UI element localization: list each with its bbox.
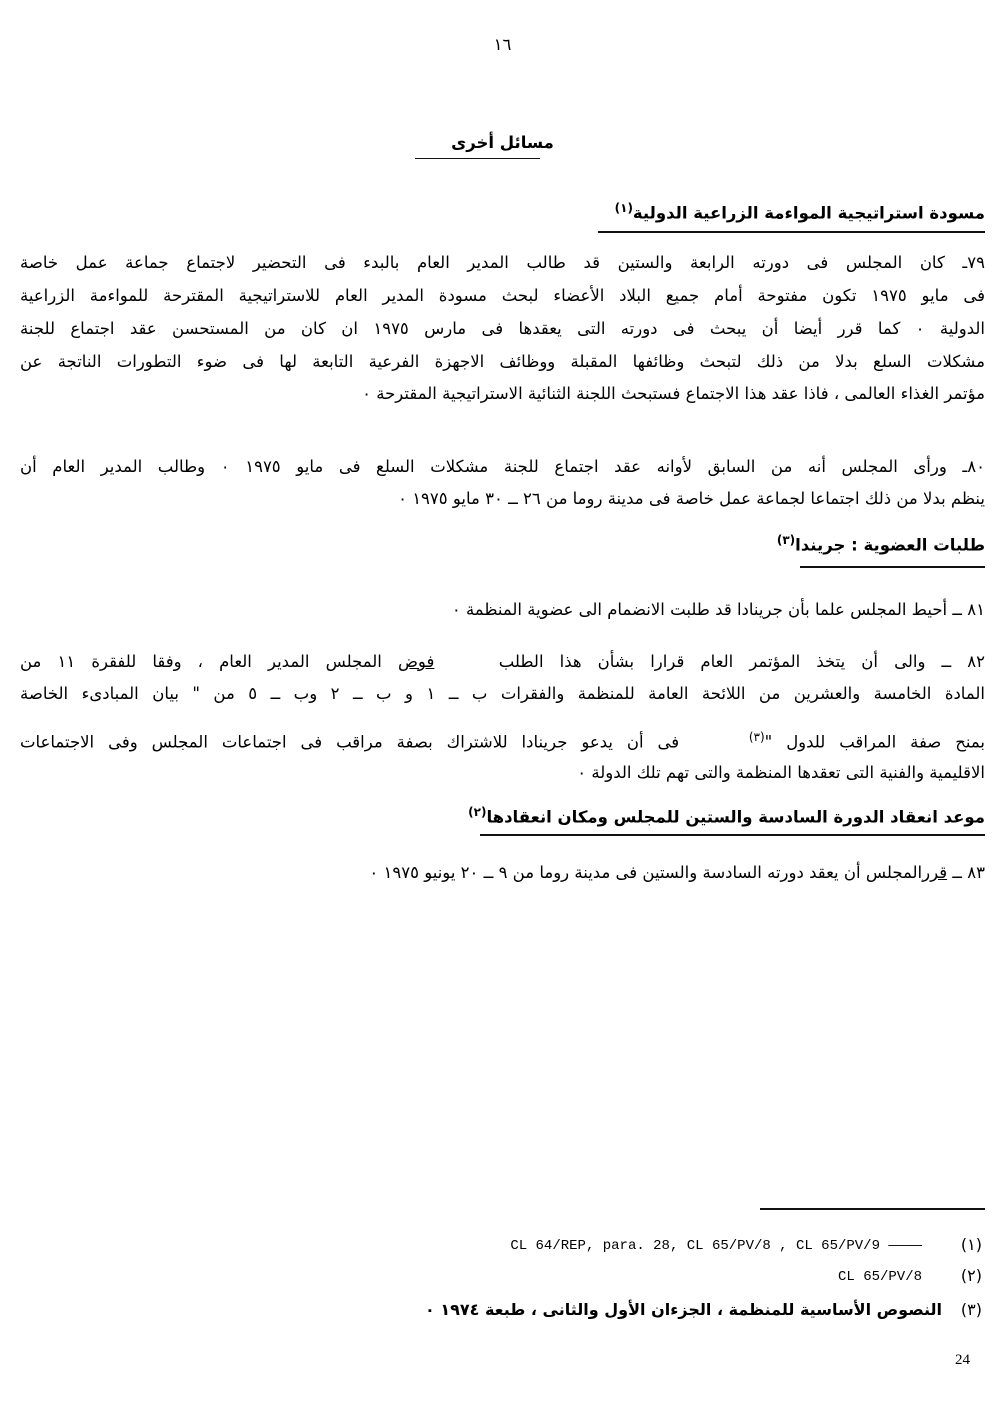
heading-membership <box>20 528 985 558</box>
paragraph-81: ٨١ ــ أحيط المجلس علما بأن جرينادا قد طلبت الانضمام الى عضوية المنظمة ٠ <box>451 600 985 619</box>
text-span: بمنح صفة المراقب للدول " <box>764 732 985 752</box>
heading-strategy <box>20 196 985 226</box>
text-span: ٨٢ ــ والى أن يتخذ المؤتمر العام قرارا بشأن هذا الطلب <box>498 652 985 671</box>
text-line: مشكلات السلع بدلا من ذلك لتبحث وظائفها المقبلة ووظائف الاجهزة الفرعية التابعة لها فى ضوء التطورات الناتجة عن <box>20 352 985 371</box>
text-line: ٧٩ـ كان المجلس فى دورته الرابعة والستين قد طالب المدير العام بالبدء فى التحضير لاجتماع جماعة عمل خاصة <box>20 253 985 272</box>
text-line: الدولية ٠ كما قرر أيضا أن يبحث فى دورته التى يعقدها فى مارس ١٩٧٥ ان كان من المستحسن عقد اجتماع للجنة <box>20 319 985 338</box>
text-line: المادة الخامسة والعشرين من اللائحة العامة للمنظمة والفقرات ب ــ ١ و ب ــ ٢ وب ــ ٥ من " بيان المبادىء الخاصة <box>20 684 985 703</box>
footnote-ref: (٣) <box>776 533 796 547</box>
footnote-ref: (٢) <box>468 805 487 819</box>
heading-text: مسودة استراتيجية المواءمة الزراعية الدولية <box>632 203 985 223</box>
title-underline <box>415 158 540 159</box>
section-title: مسائل أخرى <box>451 133 554 152</box>
heading-text: طلبات العضوية : جريندا <box>795 535 985 555</box>
text-line: ينظم بدلا من ذلك اجتماعا لجماعة عمل خاصة فى مدينة روما من ٢٦ ــ ٣٠ مايو ١٩٧٥ ٠ <box>398 489 985 508</box>
underlined-word: قرر <box>922 863 948 882</box>
text-span: ٨٣ ــ <box>947 863 985 882</box>
heading-underline <box>480 834 985 836</box>
text-line <box>20 725 985 755</box>
footnote-ref: (٣) <box>748 730 765 744</box>
text-line: فى مايو ١٩٧٥ تكون مفتوحة أمام جميع البلاد الأعضاء لبحث مسودة المدير العام للاستراتيجية المقترحة للمواءمة الزراعية <box>20 286 985 305</box>
text-span: المجلس المدير العام ، وفقا للفقرة ١١ من <box>20 652 382 671</box>
footnote-number: (٢) <box>960 1266 982 1285</box>
footnote-text: النصوص الأساسية للمنظمة ، الجزءان الأول والثانى ، طبعة ١٩٧٤ ٠ <box>425 1300 942 1319</box>
footnote-ref: (١) <box>614 201 633 215</box>
footnote-separator <box>760 1208 985 1210</box>
heading-session <box>20 800 985 830</box>
footnote-text: CL 64/REP, para. 28, CL 65/PV/8 , CL 65/PV/9 ———— <box>510 1238 922 1254</box>
footnote-number: (١) <box>960 1235 982 1254</box>
heading-text: موعد انعقاد الدورة السادسة والستين للمجلس ومكان انعقادها <box>486 807 985 827</box>
footnote-number: (٣) <box>960 1300 982 1319</box>
heading-underline <box>800 566 985 568</box>
footnote-text: CL 65/PV/8 <box>837 1269 922 1285</box>
text-line: الاقليمية والفنية التى تعقدها المنظمة والتى تهم تلك الدولة ٠ <box>577 763 985 782</box>
text-line <box>20 650 985 674</box>
text-line: مؤتمر الغذاء العالمى ، فاذا عقد هذا الاجتماع فستبحث اللجنة الثنائية الاستراتيجية المقترحة ٠ <box>362 384 985 403</box>
heading-underline <box>598 231 985 233</box>
text-span: فى أن يدعو جرينادا للاشتراك بصفة مراقب فى اجتماعات المجلس وفى الاجتماعات <box>20 732 680 752</box>
page-number-bottom: 24 <box>955 1352 970 1368</box>
paragraph-83 <box>20 861 985 885</box>
page-number-top: ١٦ <box>493 35 512 54</box>
text-span: المجلس أن يعقد دورته السادسة والستين فى مدينة روما من ٩ ــ ٢٠ يونيو ١٩٧٥ ٠ <box>369 863 923 882</box>
text-line: ٨٠ـ ورأى المجلس أنه من السابق لأوانه عقد اجتماع للجنة مشكلات السلع فى مايو ١٩٧٥ ٠ وطالب المدير العام أن <box>20 457 985 476</box>
underlined-word: فوض <box>397 652 435 671</box>
